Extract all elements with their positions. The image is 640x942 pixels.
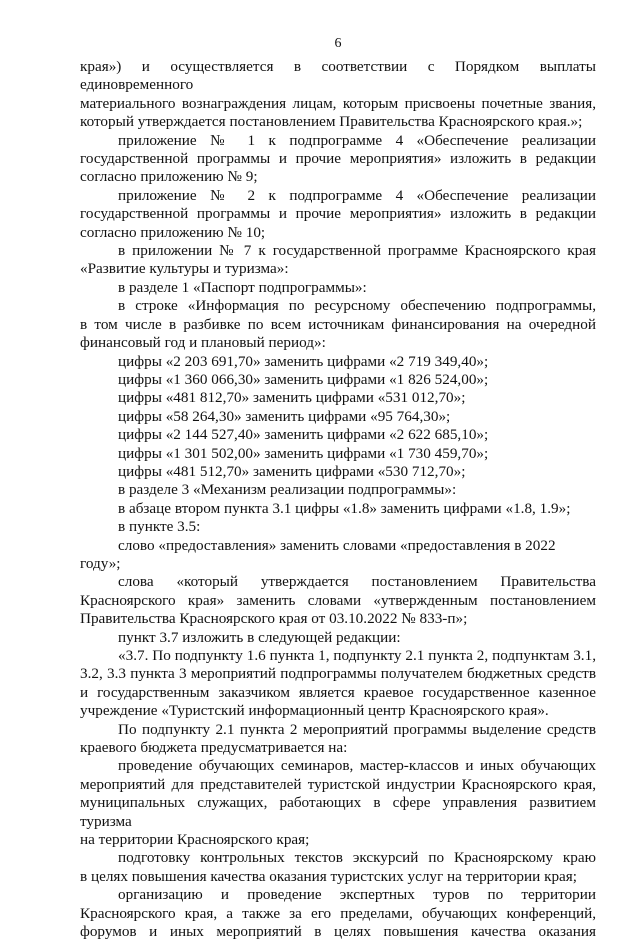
text-line: приложение № 1 к подпрограмме 4 «Обеспечение реализации [118, 131, 596, 149]
text-line: материального вознаграждения лицам, которым присвоены почетные звания, [80, 94, 596, 112]
text-line: учреждение «Туристский информационный центр Красноярского края». [80, 702, 549, 720]
text-line: в абзаце втором пункта 3.1 цифры «1.8» заменить цифрами «1.8, 1.9»; [118, 499, 571, 517]
text-line: на территории Красноярского края; [80, 831, 310, 849]
text-line: и государственным заказчиком является краевое государственное казенное [80, 683, 596, 701]
text-line: По подпункту 2.1 пункта 2 мероприятий программы выделение средств [118, 720, 596, 738]
text-line: в целях повышения качества оказания туристских услуг на территории края; [80, 867, 577, 885]
text-line: муниципальных служащих, работающих в сфере управления развитием туризма [80, 794, 596, 830]
text-line: «3.7. По подпункту 1.6 пункта 1, подпункту 2.1 пункта 2, подпунктам 3.1, [118, 647, 596, 664]
text-line: приложение № 2 к подпрограмме 4 «Обеспечение реализации [118, 186, 596, 204]
text-line: проведение обучающих семинаров, мастер-классов и иных обучающих [118, 757, 596, 775]
text-line: в том числе в разбивке по всем источникам финансирования на очередной [80, 315, 596, 333]
text-line: краевого бюджета предусматривается на: [80, 739, 348, 757]
text-line: в разделе 3 «Механизм реализации подпрограммы»: [118, 481, 457, 499]
text-line: Красноярского края, а также за его пределами, обучающих конференций, [80, 904, 596, 922]
text-line: подготовку контрольных текстов экскурсий по Красноярскому краю [118, 849, 596, 867]
text-line: согласно приложению № 10; [80, 223, 266, 241]
text-line: 3.2, 3.3 пункта 3 мероприятий подпрограммы получателем бюджетных средств [80, 665, 596, 683]
text-line: государственной программы и прочие мероприятия» изложить в редакции [80, 150, 596, 168]
text-line: государственной программы и прочие мероприятия» изложить в редакции [80, 205, 596, 223]
text-line: согласно приложению № 9; [80, 168, 258, 186]
text-line: слова «который утверждается постановлением Правительства [118, 573, 596, 591]
text-line: цифры «2 203 691,70» заменить цифрами «2 719 349,40»; [118, 352, 489, 370]
text-line: «Развитие культуры и туризма»: [80, 260, 289, 278]
text-line: форумов и иных мероприятий в целях повышения качества оказания [80, 923, 596, 941]
document-body [80, 58, 596, 942]
text-line: Красноярского края» заменить словами «утвержденным постановлением [80, 591, 596, 609]
text-line: Правительства Красноярского края от 03.10.2022 № 833-п»; [80, 610, 468, 628]
text-line: мероприятий для представителей туристской индустрии Красноярского края, [80, 775, 596, 793]
text-line: цифры «481 812,70» заменить цифрами «531 012,70»; [118, 389, 466, 407]
text-line: цифры «1 301 502,00» заменить цифрами «1 730 459,70»; [118, 444, 489, 462]
text-line: слово «предоставления» заменить словами «предоставления в 2022 году»; [80, 536, 556, 572]
text-line: который утверждается постановлением Правительства Красноярского края.»; [80, 113, 583, 131]
text-line: в разделе 1 «Паспорт подпрограммы»: [118, 278, 367, 296]
text-line: в пункте 3.5: [118, 518, 201, 536]
text-line: цифры «481 512,70» заменить цифрами «530 712,70»; [118, 462, 466, 480]
text-line: цифры «58 264,30» заменить цифрами «95 764,30»; [118, 407, 451, 425]
text-line: в строке «Информация по ресурсному обеспечению подпрограммы, [118, 297, 596, 315]
text-line: цифры «1 360 066,30» заменить цифрами «1 826 524,00»; [118, 370, 489, 388]
text-line: финансовый год и плановый период»: [80, 334, 326, 352]
page-number: 6 [334, 36, 342, 51]
text-line: организацию и проведение экспертных туров по территории [118, 886, 596, 904]
text-line: пункт 3.7 изложить в следующей редакции: [118, 628, 401, 646]
text-line: в приложении № 7 к государственной программе Красноярского края [118, 242, 596, 260]
text-line: цифры «2 144 527,40» заменить цифрами «2 622 685,10»; [118, 426, 489, 444]
text-line: края») и осуществляется в соответствии с Порядком выплаты единовременного [80, 58, 596, 94]
